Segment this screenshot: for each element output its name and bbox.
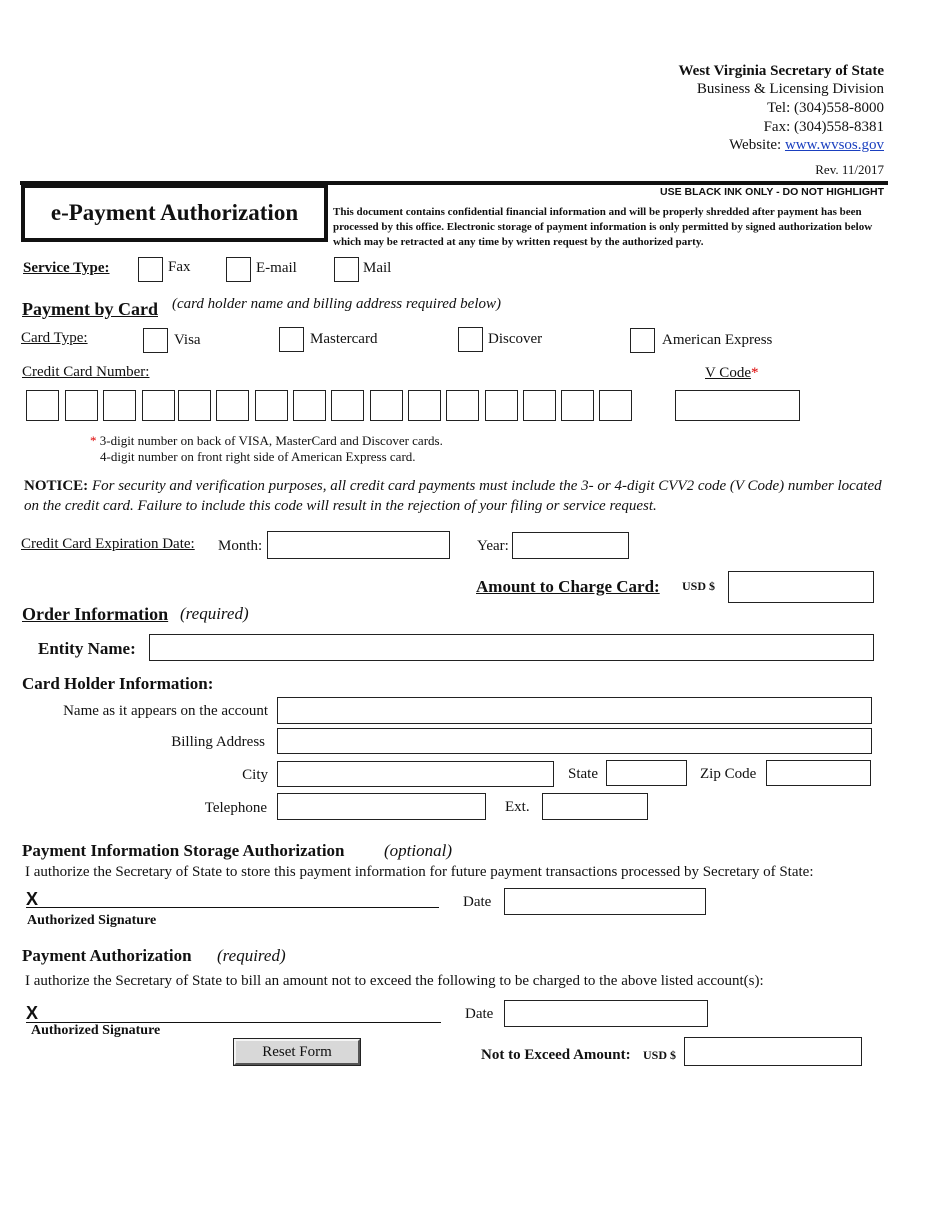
card-digit-11[interactable]: [408, 390, 441, 421]
card-digit-8[interactable]: [293, 390, 326, 421]
card-digit-12[interactable]: [446, 390, 479, 421]
telephone-label: Telephone: [204, 800, 267, 816]
payment-auth-heading: Payment Authorization: [22, 946, 192, 965]
phone-number: Tel: (304)558-8000: [767, 100, 884, 116]
card-digit-1[interactable]: [26, 390, 59, 421]
card-digit-2[interactable]: [65, 390, 98, 421]
division-name: Business & Licensing Division: [696, 81, 884, 97]
vcode-asterisk: *: [750, 365, 759, 381]
notice-text: For security and verification purposes, all credit card payments must include the 3- or 4-digit CVV2 code (V Code) number located on the credit card. Failure to include this code will result in the rejection of your filing or service request.: [24, 478, 882, 514]
form-title: e-Payment Authorization: [21, 184, 328, 242]
telephone-input[interactable]: [277, 793, 486, 820]
zip-input[interactable]: [766, 760, 871, 786]
card-digit-5[interactable]: [178, 390, 211, 421]
ink-notice: USE BLACK INK ONLY - DO NOT HIGHLIGHT: [659, 186, 884, 198]
storage-date-label: Date: [463, 894, 492, 910]
storage-auth-text: I authorize the Secretary of State to store this payment information for future payment transactions processed by Secretary of State:: [25, 864, 814, 880]
expiration-label: Credit Card Expiration Date:: [21, 536, 195, 552]
vcode-label: [705, 365, 758, 382]
vcode-label-text: V Code: [705, 365, 751, 381]
amex-label: American Express: [662, 332, 773, 348]
payment-signature-x: X: [26, 1003, 39, 1023]
payment-date-input[interactable]: [504, 1000, 708, 1027]
amex-checkbox[interactable]: [630, 328, 655, 353]
ext-label: Ext.: [505, 799, 530, 815]
card-digit-9[interactable]: [331, 390, 364, 421]
payment-auth-required: (required): [217, 946, 286, 965]
state-label: State: [568, 766, 598, 782]
mastercard-label: Mastercard: [310, 331, 378, 347]
payment-by-card-note: (card holder name and billing address required below): [172, 296, 501, 312]
vcode-input[interactable]: [675, 390, 800, 421]
card-digit-7[interactable]: [255, 390, 288, 421]
fax-option-label: Fax: [168, 259, 191, 275]
nte-amount-input[interactable]: [684, 1037, 862, 1066]
discover-label: Discover: [488, 331, 543, 347]
entity-name-label: Entity Name:: [38, 639, 136, 658]
website-label: Website:: [729, 137, 782, 153]
storage-date-input[interactable]: [504, 888, 706, 915]
order-info-heading: Order Information: [22, 604, 169, 624]
mastercard-checkbox[interactable]: [279, 327, 304, 352]
city-label: City: [242, 767, 268, 783]
mail-option-label: Mail: [363, 260, 392, 276]
payment-by-card-heading: Payment by Card: [22, 299, 158, 319]
agency-name: West Virginia Secretary of State: [678, 63, 884, 79]
fax-checkbox[interactable]: [138, 257, 163, 282]
storage-signature-line[interactable]: [26, 907, 439, 908]
card-digit-13[interactable]: [485, 390, 518, 421]
month-input[interactable]: [267, 531, 450, 559]
state-input[interactable]: [606, 760, 687, 786]
month-label: Month:: [218, 538, 263, 554]
storage-auth-heading: Payment Information Storage Authorization: [22, 841, 345, 860]
discover-checkbox[interactable]: [458, 327, 483, 352]
service-type-label: Service Type:: [23, 260, 110, 276]
fax-number: Fax: (304)558-8381: [763, 119, 884, 135]
nte-label: Not to Exceed Amount:: [481, 1047, 631, 1063]
card-number-label: Credit Card Number:: [22, 364, 150, 380]
card-digit-3[interactable]: [103, 390, 136, 421]
website-link[interactable]: www.wvsos.gov: [784, 137, 884, 153]
storage-signature-label: Authorized Signature: [27, 913, 157, 928]
revision-date: Rev. 11/2017: [815, 162, 884, 177]
vcode-footnote-2: 4-digit number on front right side of American Express card.: [100, 449, 416, 464]
card-holder-heading: Card Holder Information:: [22, 674, 214, 693]
card-digit-15[interactable]: [561, 390, 594, 421]
card-digit-10[interactable]: [370, 390, 403, 421]
card-type-label: Card Type:: [21, 330, 88, 346]
billing-address-label: Billing Address: [171, 734, 265, 750]
card-digit-16[interactable]: [599, 390, 632, 421]
payment-auth-text: I authorize the Secretary of State to bill an amount not to exceed the following to be charged to the above listed account(s):: [25, 973, 764, 989]
ext-input[interactable]: [542, 793, 648, 820]
visa-checkbox[interactable]: [143, 328, 168, 353]
year-label: Year:: [477, 538, 509, 554]
security-notice: [24, 476, 884, 516]
confidential-notice: This document contains confidential financial information and will be properly shredded after payment has been processed by this office. Electronic storage of payment information is only permitted by signed authorization below which may be retracted at any time by written request by the authorized party.: [333, 206, 873, 248]
footnote-text-1: 3-digit number on back of VISA, MasterCard and Discover cards.: [99, 433, 443, 448]
storage-signature-x: X: [26, 889, 39, 909]
card-digit-4[interactable]: [142, 390, 175, 421]
footnote-asterisk: *: [90, 433, 97, 448]
account-name-input[interactable]: [277, 697, 872, 724]
reset-form-button[interactable]: Reset Form: [234, 1039, 360, 1065]
email-checkbox[interactable]: [226, 257, 251, 282]
order-info-required: (required): [180, 604, 249, 623]
vcode-footnote-1: [90, 433, 443, 449]
card-digit-6[interactable]: [216, 390, 249, 421]
payment-date-label: Date: [465, 1006, 494, 1022]
notice-label: NOTICE:: [24, 478, 89, 494]
city-input[interactable]: [277, 761, 554, 787]
amount-input[interactable]: [728, 571, 874, 603]
account-name-label: Name as it appears on the account: [63, 703, 268, 719]
website-line: [729, 137, 884, 154]
storage-auth-optional: (optional): [384, 841, 452, 860]
nte-currency: USD $: [643, 1048, 677, 1062]
zip-label: Zip Code: [700, 766, 757, 782]
visa-label: Visa: [174, 332, 201, 348]
email-option-label: E-mail: [256, 260, 297, 276]
year-input[interactable]: [512, 532, 629, 559]
payment-signature-label: Authorized Signature: [31, 1023, 161, 1038]
entity-name-input[interactable]: [149, 634, 874, 661]
billing-address-input[interactable]: [277, 728, 872, 754]
amount-currency: USD $: [682, 579, 716, 593]
amount-label: Amount to Charge Card:: [476, 577, 660, 596]
card-digit-14[interactable]: [523, 390, 556, 421]
mail-checkbox[interactable]: [334, 257, 359, 282]
